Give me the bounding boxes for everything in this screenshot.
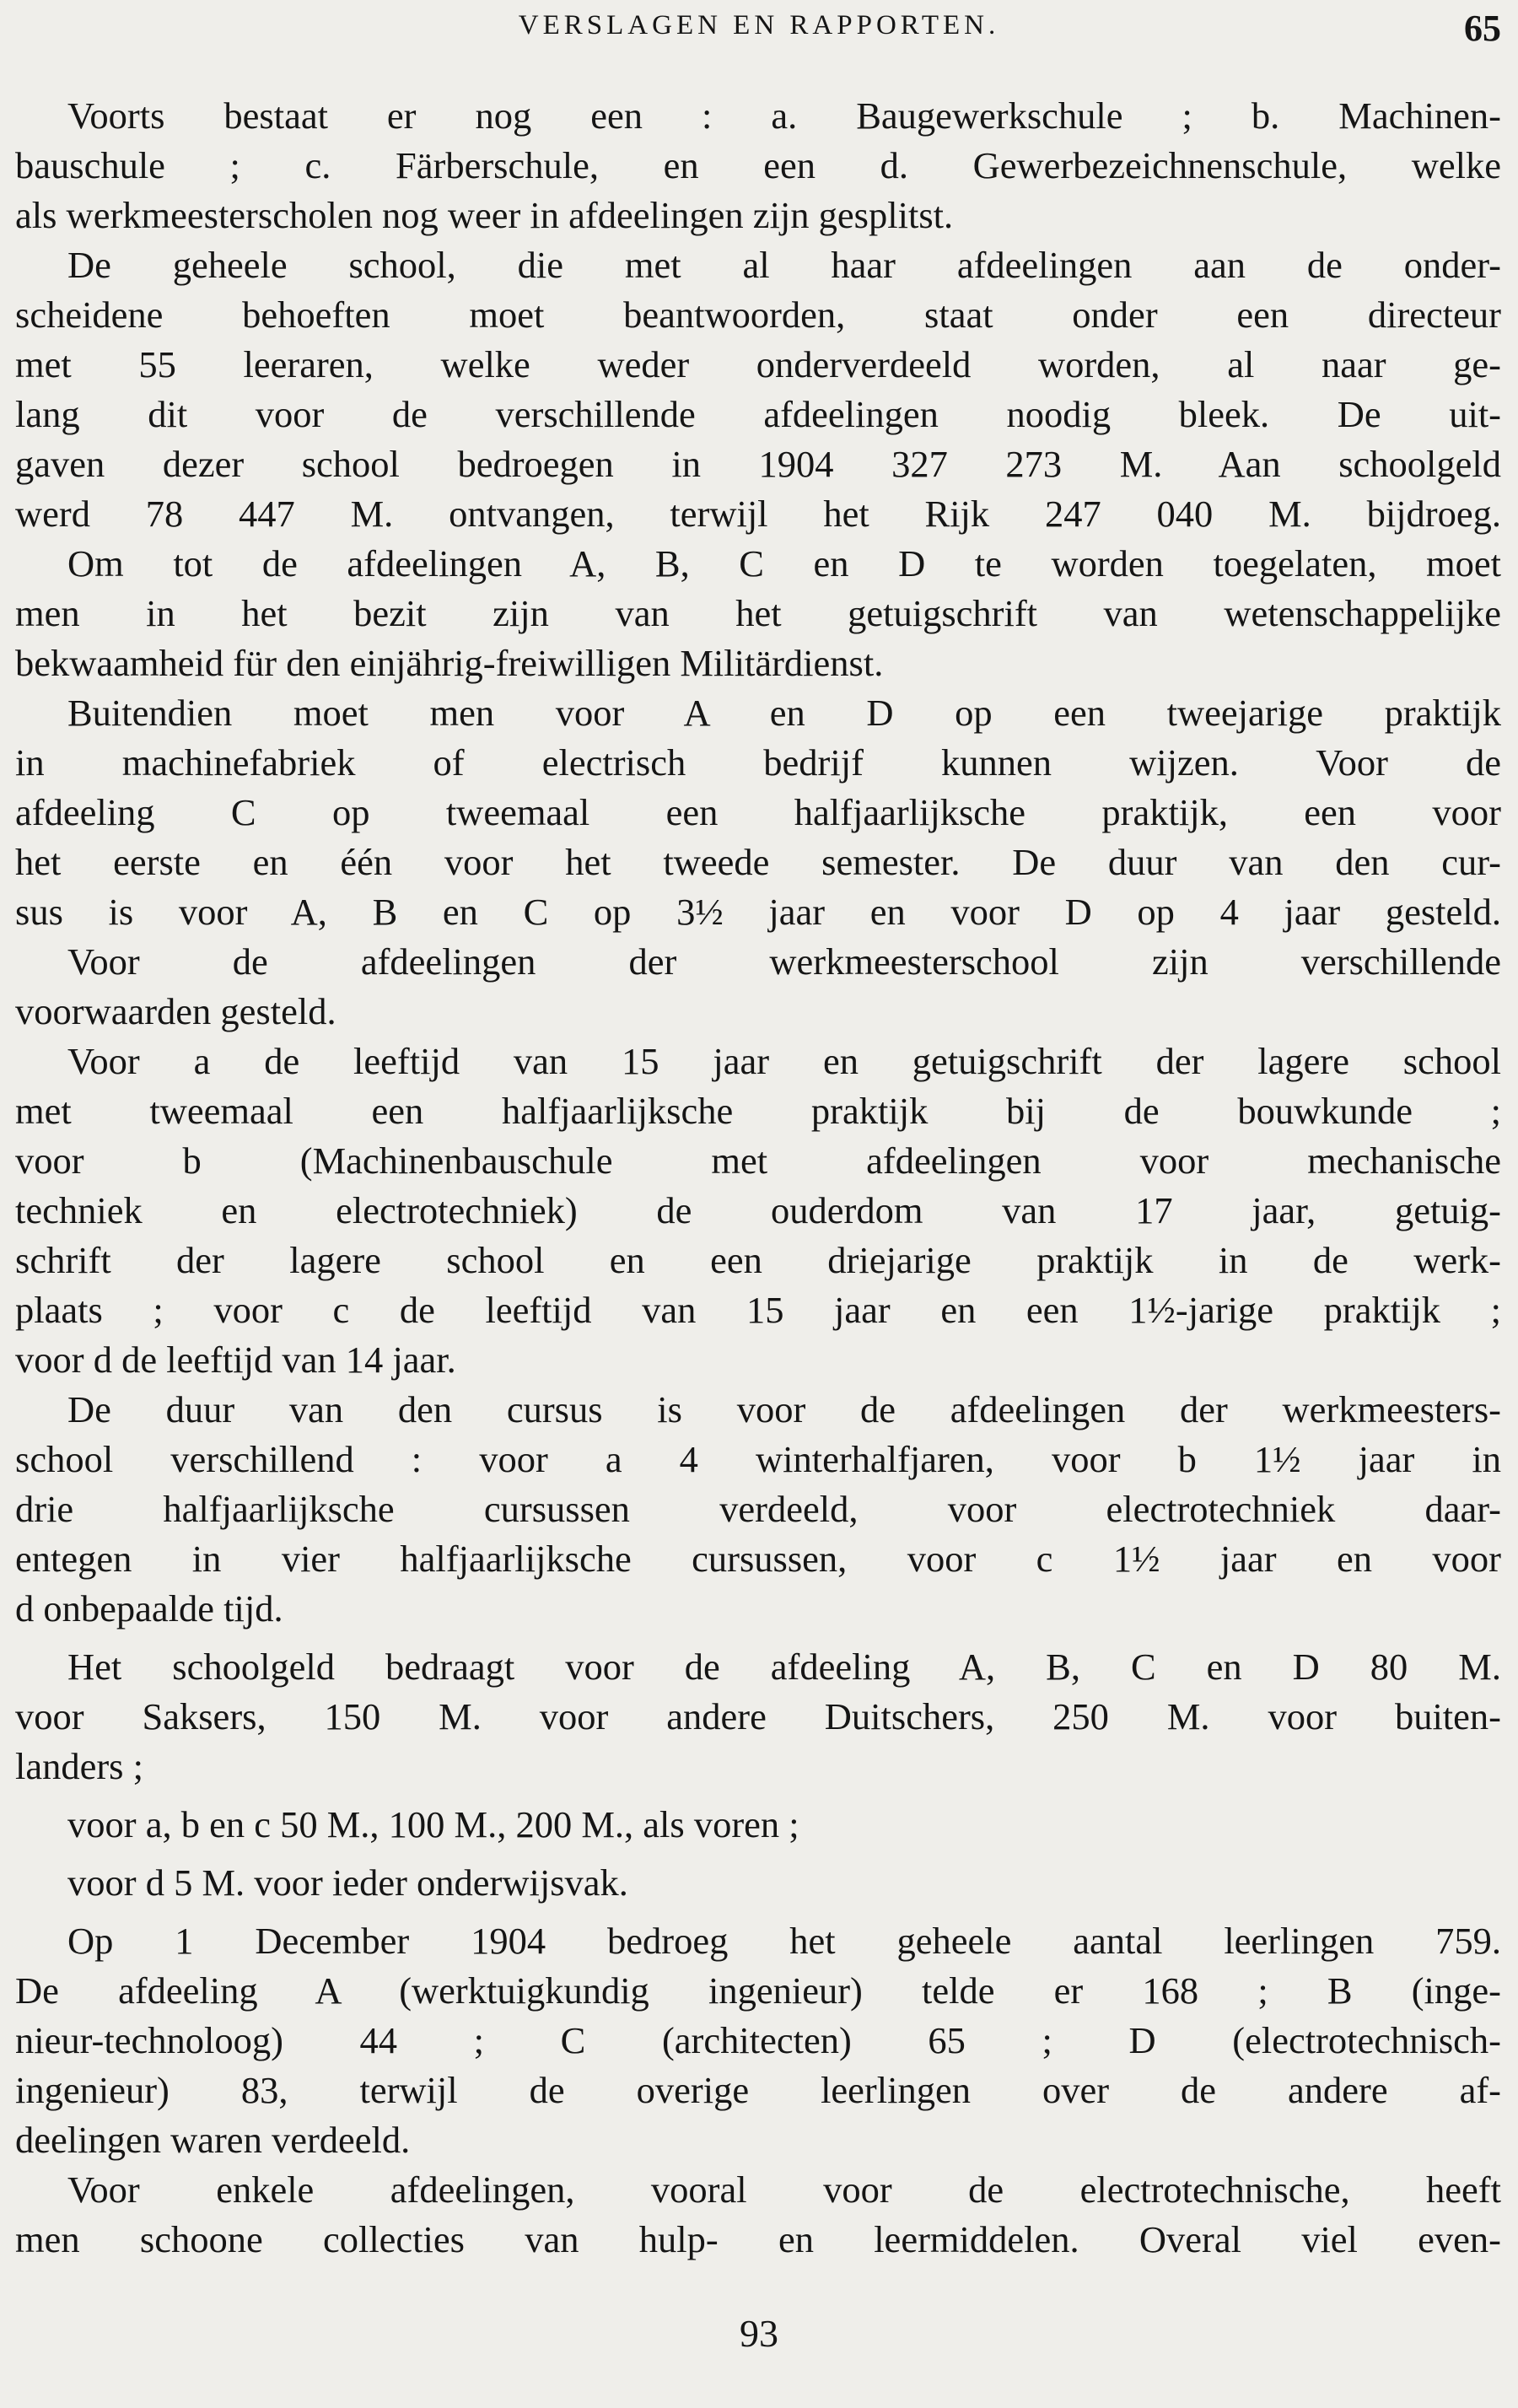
text-line: drie halfjaarlijksche cursussen verdeeld, voor electrotechniek daar- xyxy=(15,1488,1501,1530)
text-line: school verschillend : voor a 4 winterhalfjaren, voor b 1½ jaar in xyxy=(15,1438,1501,1480)
text-line: d onbepaalde tijd. xyxy=(15,1587,283,1630)
text-line: ingenieur) 83, terwijl de overige leerlingen over de andere af- xyxy=(15,2069,1501,2111)
running-title: VERSLAGEN EN RAPPORTEN. xyxy=(518,10,1000,40)
text-line: bekwaamheid für den einjährig-freiwilligen Militärdienst. xyxy=(15,642,884,684)
text-line: De afdeeling A (werktuigkundig ingenieur) telde er 168 ; B (inge- xyxy=(15,1969,1501,2012)
text-line: Het schoolgeld bedraagt voor de afdeeling A, B, C en D 80 M. xyxy=(67,1646,1501,1688)
text-line: bauschule ; c. Färberschule, en een d. Gewerbezeichnenschule, welke xyxy=(15,144,1501,186)
text-line: in machinefabriek of electrisch bedrijf kunnen wijzen. Voor de xyxy=(15,741,1501,784)
body-text xyxy=(15,91,1501,2265)
text-line: lang dit voor de verschillende afdeelingen noodig bleek. De uit- xyxy=(15,393,1501,435)
text-line: Voor a de leeftijd van 15 jaar en getuigschrift der lagere school xyxy=(67,1040,1501,1082)
text-line: men schoone collecties van hulp- en leermiddelen. Overal viel even- xyxy=(15,2218,1501,2260)
text-line: Op 1 December 1904 bedroeg het geheele aantal leerlingen 759. xyxy=(67,1920,1501,1962)
text-line: voor d 5 M. voor ieder onderwijsvak. xyxy=(67,1861,628,1904)
text-line: werd 78 447 M. ontvangen, terwijl het Rijk 247 040 M. bijdroeg. xyxy=(15,493,1501,535)
text-line: voorwaarden gesteld. xyxy=(15,990,336,1032)
text-line: met 55 leeraren, welke weder onderverdeeld worden, al naar ge- xyxy=(15,343,1501,385)
text-line: sus is voor A, B en C op 3½ jaar en voor D op 4 jaar gesteld. xyxy=(15,891,1501,933)
text-line: voor d de leeftijd van 14 jaar. xyxy=(15,1339,456,1381)
paragraph-gap xyxy=(15,1634,1501,1642)
text-line: met tweemaal een halfjaarlijksche praktijk bij de bouwkunde ; xyxy=(15,1090,1501,1132)
text-line: voor b (Machinenbauschule met afdeelingen voor mechanische xyxy=(15,1139,1501,1182)
text-line: Voor de afdeelingen der werkmeesterschool zijn verschillende xyxy=(67,940,1501,983)
text-line: De geheele school, die met al haar afdeelingen aan de onder- xyxy=(67,244,1501,286)
text-line: het eerste en één voor het tweede semester. De duur van den cur- xyxy=(15,841,1501,883)
text-line: techniek en electrotechniek) de ouderdom van 17 jaar, getuig- xyxy=(15,1189,1501,1231)
text-line: nieur-technoloog) 44 ; C (architecten) 65 ; D (electrotechnisch- xyxy=(15,2019,1501,2061)
text-line: Om tot de afdeelingen A, B, C en D te worden toegelaten, moet xyxy=(67,542,1501,584)
page-header xyxy=(17,7,1501,49)
text-line: schrift der lagere school en een driejarige praktijk in de werk- xyxy=(15,1239,1501,1281)
text-line: entegen in vier halfjaarlijksche cursussen, voor c 1½ jaar en voor xyxy=(15,1538,1501,1580)
text-line: voor a, b en c 50 M., 100 M., 200 M., als voren ; xyxy=(67,1803,799,1845)
text-line: plaats ; voor c de leeftijd van 15 jaar en een 1½-jarige praktijk ; xyxy=(15,1289,1501,1331)
text-line: voor Saksers, 150 M. voor andere Duitschers, 250 M. voor buiten- xyxy=(15,1695,1501,1737)
paragraph-gap xyxy=(15,1850,1501,1858)
text-line: gaven dezer school bedroegen in 1904 327 273 M. Aan schoolgeld xyxy=(15,443,1501,485)
text-line: landers ; xyxy=(15,1745,143,1787)
text-line: Buitendien moet men voor A en D op een tweejarige praktijk xyxy=(67,692,1501,734)
text-line: scheidene behoeften moet beantwoorden, staat onder een directeur xyxy=(15,294,1501,336)
footer-page-number: 93 xyxy=(740,2312,778,2355)
paragraph-gap xyxy=(15,1908,1501,1916)
page-number: 65 xyxy=(1464,8,1501,49)
text-line: Voor enkele afdeelingen, vooral voor de electrotechnische, heeft xyxy=(67,2168,1501,2211)
text-line: Voorts bestaat er nog een : a. Baugewerkschule ; b. Machinen- xyxy=(67,94,1501,137)
paragraph-gap xyxy=(15,1791,1501,1800)
text-line: als werkmeesterscholen nog weer in afdeelingen zijn gesplitst. xyxy=(15,194,954,236)
text-line: De duur van den cursus is voor de afdeelingen der werkmeesters- xyxy=(67,1388,1501,1430)
text-line: afdeeling C op tweemaal een halfjaarlijksche praktijk, een voor xyxy=(15,791,1501,833)
text-line: men in het bezit zijn van het getuigschrift van wetenschappelijke xyxy=(15,592,1501,634)
text-line: deelingen waren verdeeld. xyxy=(15,2119,411,2161)
